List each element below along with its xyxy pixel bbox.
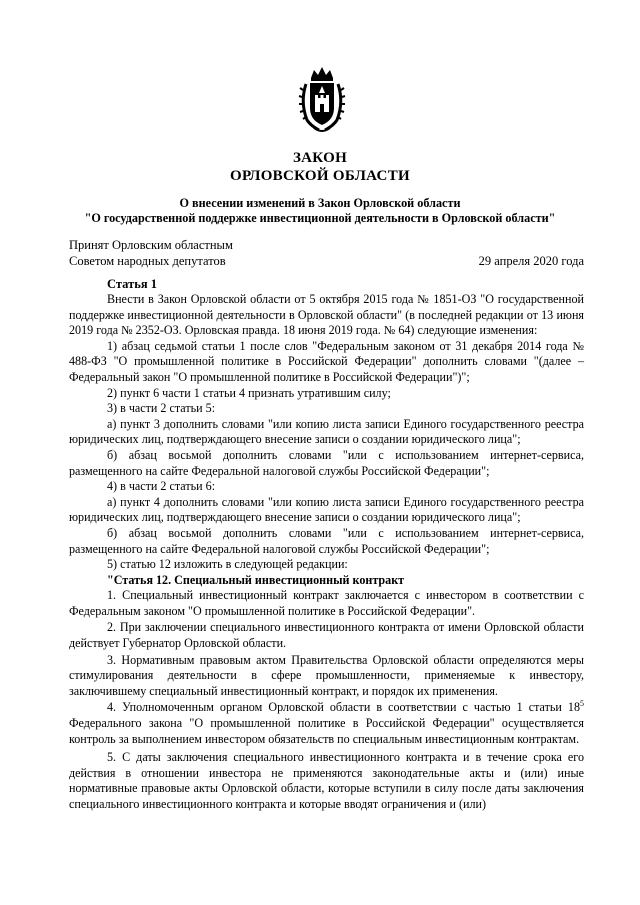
contract-point: 1. Специальный инвестиционный контракт заключается с инвестором в соответствии с Федеральным законом "О промышленной политике в Российской Федерации". <box>69 588 584 618</box>
adopted-by-line1: Принят Орловским областным <box>69 238 233 252</box>
contract-point-5: 5. С даты заключения специального инвестиционного контракта и в течение срока его действия в отношении инвестора не применяются законодательные акты и (или) иные нормативные правовые акты Орловской области, которые вступили в силу после даты заключения специального инвестиционного контракта и которые вводят ограничения и (или) <box>69 750 584 811</box>
law-title: ЗАКОН <box>292 150 348 166</box>
amendment-item: а) пункт 4 дополнить словами "или копию листа записи Единого государственного реестра юридических лиц, подтверждающего внесение записи о создании юридического лица"; <box>69 494 584 525</box>
contract-point: 2. При заключении специального инвестиционного контракта от имени Орловской области действует Губернатор Орловской области. <box>69 620 584 651</box>
coat-of-arms-emblem <box>297 64 347 134</box>
amendment-item: 2) пункт 6 части 1 статьи 4 признать утратившим силу; <box>107 385 391 400</box>
adoption-date: 29 апреля 2020 года <box>478 254 584 268</box>
adopted-by-line2: Советом народных депутатов <box>69 254 226 268</box>
article-intro: Внести в Закон Орловской области от 5 октября 2015 года № 1851-ОЗ "О государственной поддержке инвестиционной деятельности в Орловской области" (в последней редакции от 13 июня 2019 года № 2352-ОЗ. Орловская правда. 18 июня 2019 года. № 64) следующие изменения: <box>69 292 584 338</box>
amendment-item: а) пункт 3 дополнить словами "или копию листа записи Единого государственного реестра юридических лиц, подтверждающего внесение записи о создании юридического лица"; <box>69 416 584 447</box>
amendment-item: 5) статью 12 изложить в следующей редакции: <box>107 557 348 572</box>
amendment-item: 3) в части 2 статьи 5: <box>107 401 216 416</box>
new-article-heading: "Статья 12. Специальный инвестиционный контракт <box>107 572 405 587</box>
amendment-item: б) абзац восьмой дополнить словами "или с использованием интернет-сервиса, размещенного на сайте Федеральной налоговой службы Российской Федерации"; <box>69 525 584 556</box>
point4-text-start: 4. Уполномоченным органом Орловской области в соответствии с частью 1 статьи 18 <box>107 700 580 715</box>
law-subtitle-line1: О внесении изменений в Закон Орловской области <box>179 196 461 210</box>
contract-point-4 <box>69 700 584 747</box>
law-subtitle-line2: "О государственной поддержке инвестиционной деятельности в Орловской области" <box>84 211 556 225</box>
law-region-title: ОРЛОВСКОЙ ОБЛАСТИ <box>230 168 410 184</box>
point4-text-end: Федерального закона "О промышленной политике в Российской Федерации" осуществляется контроль за выполнением инвестором обязательств по специальным инвестиционным контрактам. <box>69 716 584 746</box>
amendment-item: 4) в части 2 статьи 6: <box>107 479 216 494</box>
article-body <box>69 292 584 813</box>
amendment-item: б) абзац восьмой дополнить словами "или с использованием интернет-сервиса, размещенного на сайте Федеральной налоговой службы Российской Федерации"; <box>69 447 584 478</box>
article-heading: Статья 1 <box>107 277 157 291</box>
amendment-item: 1) абзац седьмой статьи 1 после слов "Федеральным законом от 31 декабря 2014 года № 488-ФЗ "О промышленной политике в Российской Федерации" дополнить словами "(далее – Федеральный закон "О промышленной политике в Российской Федерации")"; <box>69 338 584 384</box>
point4-superscript: 5 <box>580 699 584 709</box>
contract-point: 3. Нормативным правовым актом Правительства Орловской области определяются меры стимулирования деятельности в сфере промышленности, применяемые к инвестору, заключившему специальный инвестиционный контракт, и порядок их применения. <box>69 652 584 698</box>
